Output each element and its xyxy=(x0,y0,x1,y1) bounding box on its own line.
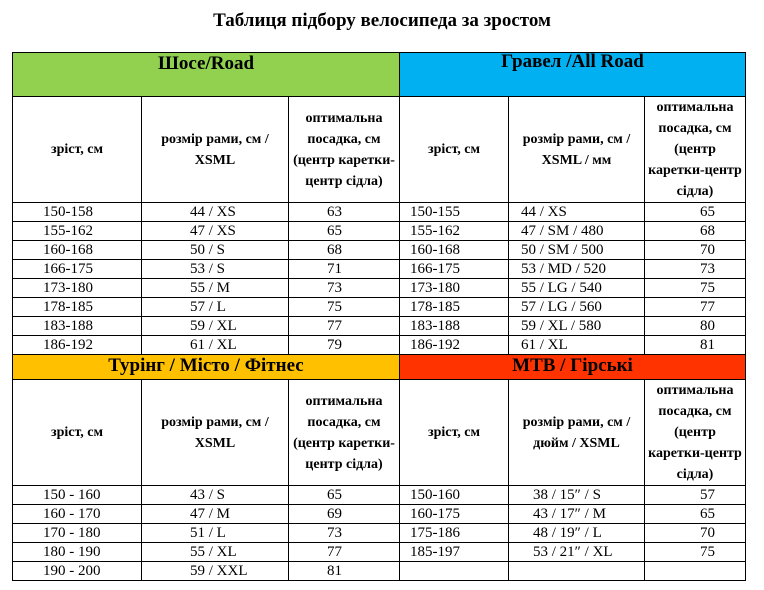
road-fit-header: оптимальна посадка, см (центр каретки-центр сідла) xyxy=(289,97,400,203)
touring-frame-size-cell: 47 / M xyxy=(142,505,289,524)
gravel-height-cell: 155-162 xyxy=(400,222,509,241)
road-height-cell: 166-175 xyxy=(13,260,142,279)
mtb-fit-header: оптимальна посадка, см (центр каретки-центр сідла) xyxy=(645,380,746,486)
mtb-frame-size-cell: 43 / 17″ / M xyxy=(509,505,645,524)
gravel-fit-cell: 73 xyxy=(645,260,746,279)
road-frame-size-cell: 55 / M xyxy=(142,279,289,298)
road-height-cell: 186-192 xyxy=(13,336,142,355)
gravel-fit-cell: 68 xyxy=(645,222,746,241)
mtb-frame-size-cell: 48 / 19″ / L xyxy=(509,524,645,543)
gravel-fit-header: оптимальна посадка, см (центр каретки-центр сідла) xyxy=(645,97,746,203)
touring-frame-size-cell: 55 / XL xyxy=(142,543,289,562)
touring-height-cell: 190 - 200 xyxy=(13,562,142,581)
road-frame-size-cell: 44 / XS xyxy=(142,203,289,222)
touring-fit-cell: 81 xyxy=(289,562,400,581)
road-height-cell: 160-168 xyxy=(13,241,142,260)
road-fit-cell: 63 xyxy=(289,203,400,222)
gravel-height-cell: 178-185 xyxy=(400,298,509,317)
mtb-frame-header: розмір рами, см / дюйм / XSML xyxy=(509,380,645,486)
touring-height-cell: 170 - 180 xyxy=(13,524,142,543)
road-height-cell: 150-158 xyxy=(13,203,142,222)
mtb-height-header: зріст, см xyxy=(400,380,509,486)
table-row xyxy=(13,279,746,298)
gravel-frame-size-cell: 55 / LG / 540 xyxy=(509,279,645,298)
column-header-row-bottom xyxy=(13,380,746,486)
mtb-frame-size-cell: 53 / 21″ / XL xyxy=(509,543,645,562)
mtb-fit-cell: 70 xyxy=(645,524,746,543)
road-fit-cell: 79 xyxy=(289,336,400,355)
road-frame-header: розмір рами, см / XSML xyxy=(142,97,289,203)
table-row xyxy=(13,562,746,581)
gravel-fit-cell: 70 xyxy=(645,241,746,260)
gravel-height-cell: 166-175 xyxy=(400,260,509,279)
table-row xyxy=(13,505,746,524)
road-fit-cell: 71 xyxy=(289,260,400,279)
mtb-height-cell: 150-160 xyxy=(400,486,509,505)
mtb-fit-cell: 57 xyxy=(645,486,746,505)
road-frame-size-cell: 47 / XS xyxy=(142,222,289,241)
bottom-data-rows xyxy=(13,486,746,581)
road-frame-size-cell: 53 / S xyxy=(142,260,289,279)
road-frame-size-cell: 50 / S xyxy=(142,241,289,260)
touring-fit-cell: 69 xyxy=(289,505,400,524)
gravel-fit-cell: 75 xyxy=(645,279,746,298)
touring-height-cell: 160 - 170 xyxy=(13,505,142,524)
touring-frame-header: розмір рами, см / XSML xyxy=(142,380,289,486)
mtb-frame-size-cell xyxy=(509,562,645,581)
section-header-mtb: MTB / Гірські xyxy=(400,355,746,380)
gravel-frame-size-cell: 57 / LG / 560 xyxy=(509,298,645,317)
gravel-frame-size-cell: 61 / XL xyxy=(509,336,645,355)
touring-fit-cell: 65 xyxy=(289,486,400,505)
table-row xyxy=(13,317,746,336)
gravel-fit-cell: 80 xyxy=(645,317,746,336)
touring-frame-size-cell: 59 / XXL xyxy=(142,562,289,581)
touring-height-cell: 150 - 160 xyxy=(13,486,142,505)
gravel-height-cell: 173-180 xyxy=(400,279,509,298)
mtb-frame-size-cell: 38 / 15″ / S xyxy=(509,486,645,505)
table-row xyxy=(13,486,746,505)
touring-fit-cell: 77 xyxy=(289,543,400,562)
table-row xyxy=(13,241,746,260)
table-row xyxy=(13,524,746,543)
road-height-cell: 155-162 xyxy=(13,222,142,241)
gravel-height-cell: 183-188 xyxy=(400,317,509,336)
table-row xyxy=(13,203,746,222)
gravel-height-cell: 160-168 xyxy=(400,241,509,260)
gravel-height-cell: 186-192 xyxy=(400,336,509,355)
touring-fit-cell: 73 xyxy=(289,524,400,543)
table-row xyxy=(13,543,746,562)
table-row xyxy=(13,298,746,317)
touring-frame-size-cell: 51 / L xyxy=(142,524,289,543)
road-fit-cell: 77 xyxy=(289,317,400,336)
gravel-fit-cell: 65 xyxy=(645,203,746,222)
gravel-frame-size-cell: 50 / SM / 500 xyxy=(509,241,645,260)
table-row xyxy=(13,222,746,241)
column-header-row-top xyxy=(13,97,746,203)
bike-size-table xyxy=(12,52,746,581)
touring-fit-header: оптимальна посадка, см (центр каретки-центр сідла) xyxy=(289,380,400,486)
road-height-cell: 183-188 xyxy=(13,317,142,336)
gravel-frame-size-cell: 53 / MD / 520 xyxy=(509,260,645,279)
touring-height-cell: 180 - 190 xyxy=(13,543,142,562)
gravel-frame-size-cell: 59 / XL / 580 xyxy=(509,317,645,336)
road-height-header: зріст, см xyxy=(13,97,142,203)
mtb-fit-cell xyxy=(645,562,746,581)
gravel-fit-cell: 81 xyxy=(645,336,746,355)
gravel-height-cell: 150-155 xyxy=(400,203,509,222)
section-header-gravel: Гравел /All Road xyxy=(400,53,746,97)
road-fit-cell: 73 xyxy=(289,279,400,298)
road-height-cell: 173-180 xyxy=(13,279,142,298)
mtb-height-cell: 185-197 xyxy=(400,543,509,562)
mtb-height-cell: 160-175 xyxy=(400,505,509,524)
gravel-height-header: зріст, см xyxy=(400,97,509,203)
gravel-frame-header: розмір рами, см / XSML / мм xyxy=(509,97,645,203)
road-fit-cell: 65 xyxy=(289,222,400,241)
gravel-fit-cell: 77 xyxy=(645,298,746,317)
mtb-height-cell xyxy=(400,562,509,581)
mtb-fit-cell: 65 xyxy=(645,505,746,524)
mtb-height-cell: 175-186 xyxy=(400,524,509,543)
road-frame-size-cell: 61 / XL xyxy=(142,336,289,355)
table-row xyxy=(13,260,746,279)
table-row xyxy=(13,336,746,355)
top-data-rows xyxy=(13,203,746,355)
road-height-cell: 178-185 xyxy=(13,298,142,317)
section-header-touring: Турінг / Місто / Фітнес xyxy=(13,355,400,380)
road-frame-size-cell: 57 / L xyxy=(142,298,289,317)
touring-height-header: зріст, см xyxy=(13,380,142,486)
gravel-frame-size-cell: 44 / XS xyxy=(509,203,645,222)
mtb-fit-cell: 75 xyxy=(645,543,746,562)
road-fit-cell: 75 xyxy=(289,298,400,317)
road-frame-size-cell: 59 / XL xyxy=(142,317,289,336)
page-title: Таблиця підбору велосипеда за зростом xyxy=(213,10,551,31)
gravel-frame-size-cell: 47 / SM / 480 xyxy=(509,222,645,241)
section-header-road: Шосе/Road xyxy=(13,53,400,97)
touring-frame-size-cell: 43 / S xyxy=(142,486,289,505)
road-fit-cell: 68 xyxy=(289,241,400,260)
